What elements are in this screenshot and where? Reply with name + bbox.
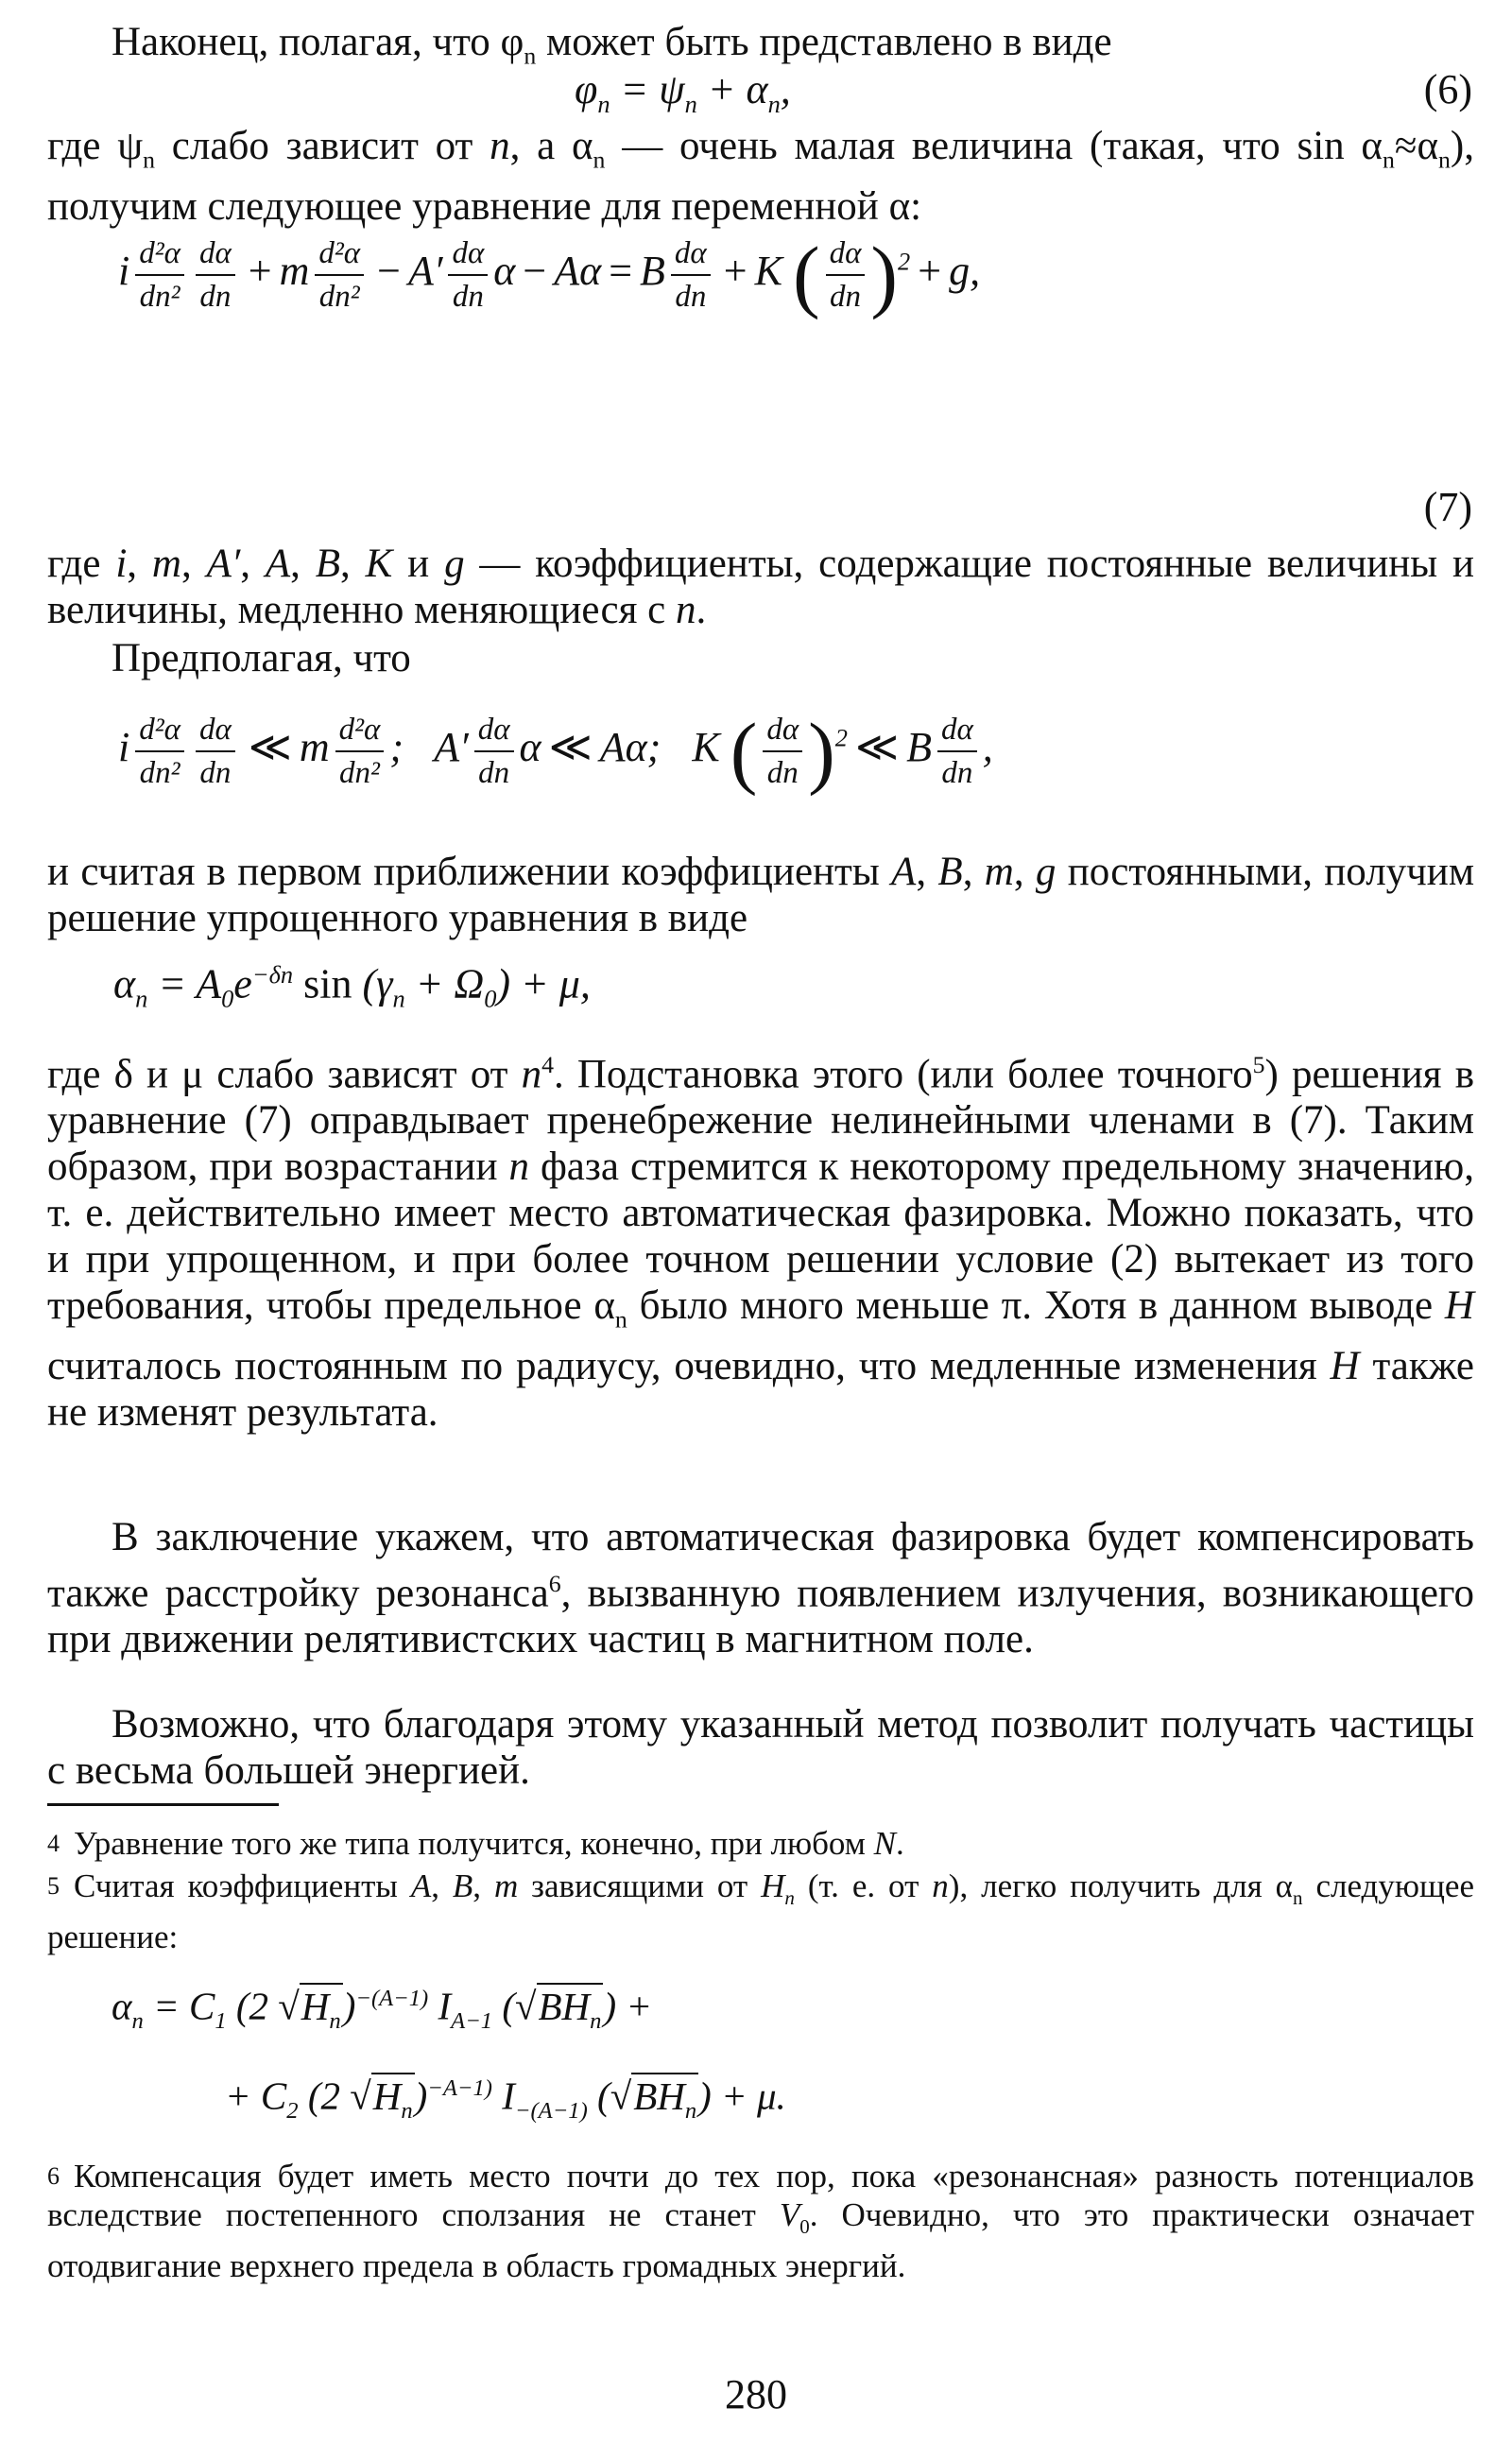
paragraph-first-approximation: и считая в первом приближении коэффициенты A, B, m, g постоянными, получим решение упрощенного уравнения в виде xyxy=(47,850,1475,940)
equation-inequalities: i $\frac{\text{d²α}}{\text{dn²}}$ $\frac{d\alpha}{dn}$ ≪ m $\frac{\text{d²α}}{\text{dn²}}$ ; A′ $\frac{d\alpha}{dn}$ α ≪ Aα; K ( $\frac{d\alpha}{dn}$ )$^2$ ≪ B $\frac{d\alpha}{dn}$ , xyxy=(118,706,993,797)
equation-7: i $\frac{\text{d²α}}{\text{dn²}}$ $\frac{d\alpha}{dn}$ + m $\frac{\text{d²α}}{\text{dn²}}$ − A′ $\frac{d\alpha}{dn}$ α − Aα = B $\frac{d\alpha}{dn}$ + K ( $\frac{d\alpha}{dn}$ )$^2$ + g, xyxy=(118,230,981,320)
equation-6-number: (6) xyxy=(1423,66,1472,112)
paragraph-conclusion: В заключение укажем, что автоматическая фазировка будет компенсировать также расстройку резонанса$^6$, вызванную появлением излучения, возникающего при движении релятивистских частиц в магнитном поле. xyxy=(47,1515,1474,1662)
paragraph-coefficients: где i, m, A′, A, B, K и g — коэффициенты, содержащие постоянные величины и величины, медленно меняющиеся с n. xyxy=(47,542,1475,632)
page-number: 280 xyxy=(725,2371,787,2418)
footnote-6-marker: 6 xyxy=(47,2162,60,2190)
footnote-5-marker: 5 xyxy=(47,1872,60,1900)
paragraph-assuming: Предполагая, что xyxy=(112,636,411,680)
equation-7-number: (7) xyxy=(1423,484,1472,530)
equation-6: $\varphi_n = \psi_n + \alpha_n$, xyxy=(575,66,791,118)
footnote-5-equation-line2: + $C_2$ (2 $√H_n)^{-A-1)}$ $I_{-(A-1)}$ $(√BH_n) + \mu$. xyxy=(225,2074,786,2124)
paragraph-intro: Наконец, полагая, что $\varphi_n$ может быть представлено в виде xyxy=(112,20,1112,70)
footnote-5-text: Считая коэффициенты A, B, m зависящими от $H_n$ (т. е. от n), легко получить для $\alpha_n$ следующее решение: xyxy=(47,1867,1474,1955)
footnote-5-equation-line1: $\alpha_n = C_1$ (2 $√H_n)^{-(A-1)}$ $I_{A-1}$ $(√BH_n)$ + xyxy=(112,1984,653,2034)
footnote-6-text: Компенсация будет иметь место почти до тех пор, пока «резонансная» разность потенциалов вследствие постепенного сползания не станет $V_0$. Очевидно, что это практически означает отодвигание верхнего предела в область громадных энергий. xyxy=(47,2158,1474,2284)
footnote-4 xyxy=(47,1824,1474,1863)
footnote-6 xyxy=(47,2157,1474,2285)
paragraph-substitution: где δ и μ слабо зависят от $n^4$. Подстановка этого (или более точного$^5$) решения в уравнение (7) оправдывает пренебрежение нелинейными членами в (7). Таким образом, при возрастании n фаза стремится к некоторому предельному значению, т. е. действительно имеет место автоматическая фазировка. Можно показать, что и при упрощенном, и при более точном решении условие (2) вытекает из того требования, чтобы предельное $\alpha_n$ было много меньше π. Хотя в данном выводе H считалось постоянным по радиусу, очевидно, что медленные изменения H также не изменят результата. xyxy=(47,1051,1475,1435)
footnote-4-marker: 4 xyxy=(47,1830,60,1857)
paragraph-variable-alpha: где $\psi_n$ слабо зависит от n, а $\alpha_n$ — очень малая величина (такая, что $\sin \alpha_n\approx\alpha_n$), получим следующее уравнение для переменной α: xyxy=(47,124,1474,229)
equation-solution: $\alpha_n = A_0e^{-\delta n}$ $\sin (\gamma_n + \Omega_0) + \mu$, xyxy=(113,960,591,1013)
footnote-separator xyxy=(47,1803,279,1806)
footnote-5 xyxy=(47,1867,1474,1956)
paragraph-possibility: Возможно, что благодаря этому указанный метод позволит получать частицы с весьма большей энергией. xyxy=(47,1702,1474,1793)
footnote-4-text: Уравнение того же типа получится, конечно, при любом N. xyxy=(74,1825,904,1862)
